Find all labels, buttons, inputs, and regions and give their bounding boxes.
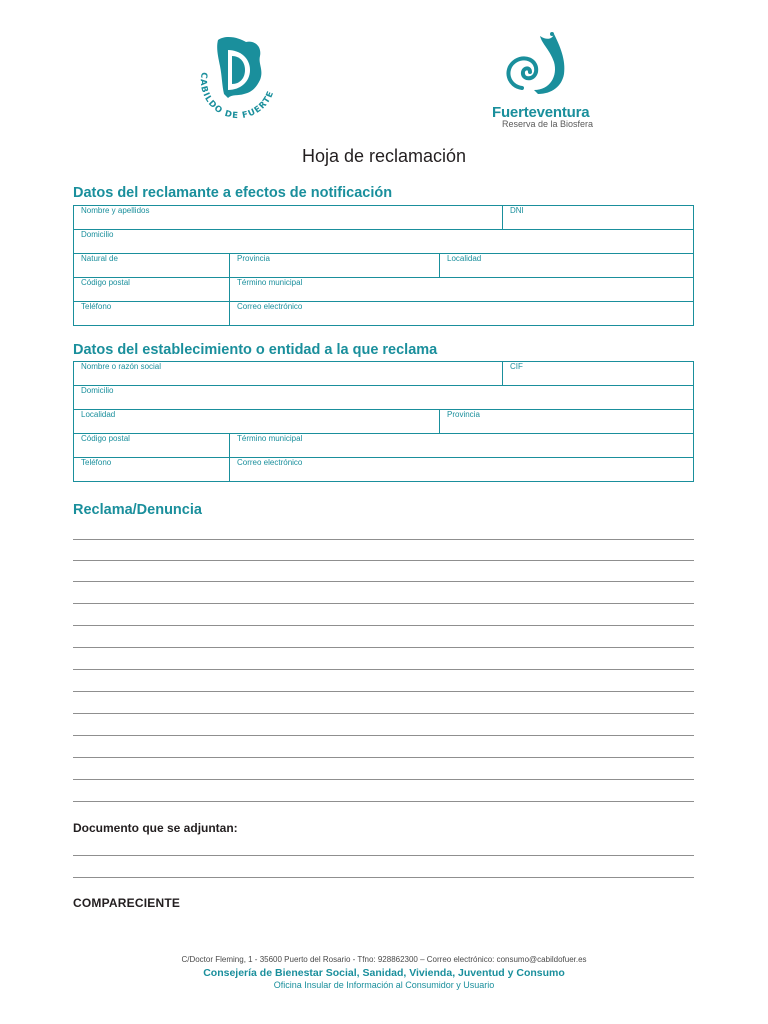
field-label: Código postal — [81, 278, 130, 287]
writing-line[interactable] — [73, 647, 694, 648]
form-row — [74, 206, 693, 229]
field-telefono[interactable] — [74, 302, 229, 325]
writing-line[interactable] — [73, 560, 694, 561]
field-label: Teléfono — [81, 302, 112, 311]
field-domicilio[interactable] — [74, 230, 693, 253]
writing-line[interactable] — [73, 539, 694, 540]
form-row — [74, 457, 693, 481]
field-termino-municipal[interactable] — [229, 278, 693, 301]
field-provincia-entidad[interactable] — [439, 410, 693, 433]
right-logo-subtitle: Reserva de la Biosfera — [502, 119, 594, 129]
form-row — [74, 301, 693, 325]
field-dni[interactable] — [502, 206, 693, 229]
writing-line[interactable] — [73, 625, 694, 626]
section-reclamante-title: Datos del reclamante a efectos de notificación — [73, 185, 393, 201]
field-label: Teléfono — [81, 458, 112, 467]
field-razon-social[interactable] — [74, 362, 502, 385]
right-logo-name: Fuerteventura — [492, 104, 590, 121]
form-row — [74, 385, 693, 409]
field-correo-entidad[interactable] — [229, 458, 693, 481]
footer-address: C/Doctor Fleming, 1 - 35600 Puerto del Rosario - Tfno: 928862300 – Correo electrónico: consumo@cabildofuer.es — [181, 955, 587, 964]
writing-line[interactable] — [73, 691, 694, 692]
footer-office: Oficina Insular de Información al Consumidor y Usuario — [273, 980, 495, 990]
field-label: Correo electrónico — [237, 302, 303, 311]
footer-department: Consejería de Bienestar Social, Sanidad, Vivienda, Juventud y Consumo — [203, 967, 565, 979]
writing-line[interactable] — [73, 855, 694, 856]
writing-line[interactable] — [73, 669, 694, 670]
field-cif[interactable] — [502, 362, 693, 385]
writing-line[interactable] — [73, 801, 694, 802]
section-establecimiento-title: Datos del establecimiento o entidad a la que reclama — [73, 342, 438, 358]
section-reclama-title: Reclama/Denuncia — [73, 502, 202, 518]
field-label: Término municipal — [237, 278, 303, 287]
field-localidad-entidad[interactable] — [74, 410, 439, 433]
field-label: Código postal — [81, 434, 130, 443]
field-label: Provincia — [237, 254, 270, 263]
field-nombre-apellidos[interactable] — [74, 206, 502, 229]
field-label: Domicilio — [81, 386, 114, 395]
writing-line[interactable] — [73, 877, 694, 878]
form-row — [74, 229, 693, 253]
form-row — [74, 409, 693, 433]
field-correo-electronico[interactable] — [229, 302, 693, 325]
field-codigo-postal-entidad[interactable] — [74, 434, 229, 457]
compareciente-label: COMPARECIENTE — [73, 896, 181, 910]
field-domicilio-entidad[interactable] — [74, 386, 693, 409]
writing-line[interactable] — [73, 757, 694, 758]
field-termino-municipal-entidad[interactable] — [229, 434, 693, 457]
establecimiento-form — [73, 361, 694, 482]
form-row — [74, 362, 693, 385]
field-localidad[interactable] — [439, 254, 693, 277]
field-label: Domicilio — [81, 230, 114, 239]
form-row — [74, 433, 693, 457]
form-row — [74, 277, 693, 301]
field-label: Término municipal — [237, 434, 303, 443]
field-label: Natural de — [81, 254, 118, 263]
writing-line[interactable] — [73, 603, 694, 604]
field-label: DNI — [510, 206, 524, 215]
reclamante-form — [73, 205, 694, 326]
field-label: Localidad — [447, 254, 482, 263]
field-codigo-postal[interactable] — [74, 278, 229, 301]
field-label: Nombre o razón social — [81, 362, 162, 371]
field-natural-de[interactable] — [74, 254, 229, 277]
field-label: Nombre y apellidos — [81, 206, 150, 215]
page-title: Hoja de reclamación — [301, 146, 467, 166]
writing-line[interactable] — [73, 713, 694, 714]
documents-label: Documento que se adjuntan: — [73, 821, 238, 835]
writing-line[interactable] — [73, 735, 694, 736]
writing-line[interactable] — [73, 779, 694, 780]
writing-line[interactable] — [73, 581, 694, 582]
field-label: Provincia — [447, 410, 480, 419]
field-label: CIF — [510, 362, 523, 371]
field-label: Correo electrónico — [237, 458, 303, 467]
field-label: Localidad — [81, 410, 116, 419]
left-logo-arc-text: CABILDO DE FUERTE — [197, 71, 277, 122]
cabildo-logo-icon — [188, 32, 288, 136]
field-telefono-entidad[interactable] — [74, 458, 229, 481]
field-provincia[interactable] — [229, 254, 439, 277]
form-row — [74, 253, 693, 277]
